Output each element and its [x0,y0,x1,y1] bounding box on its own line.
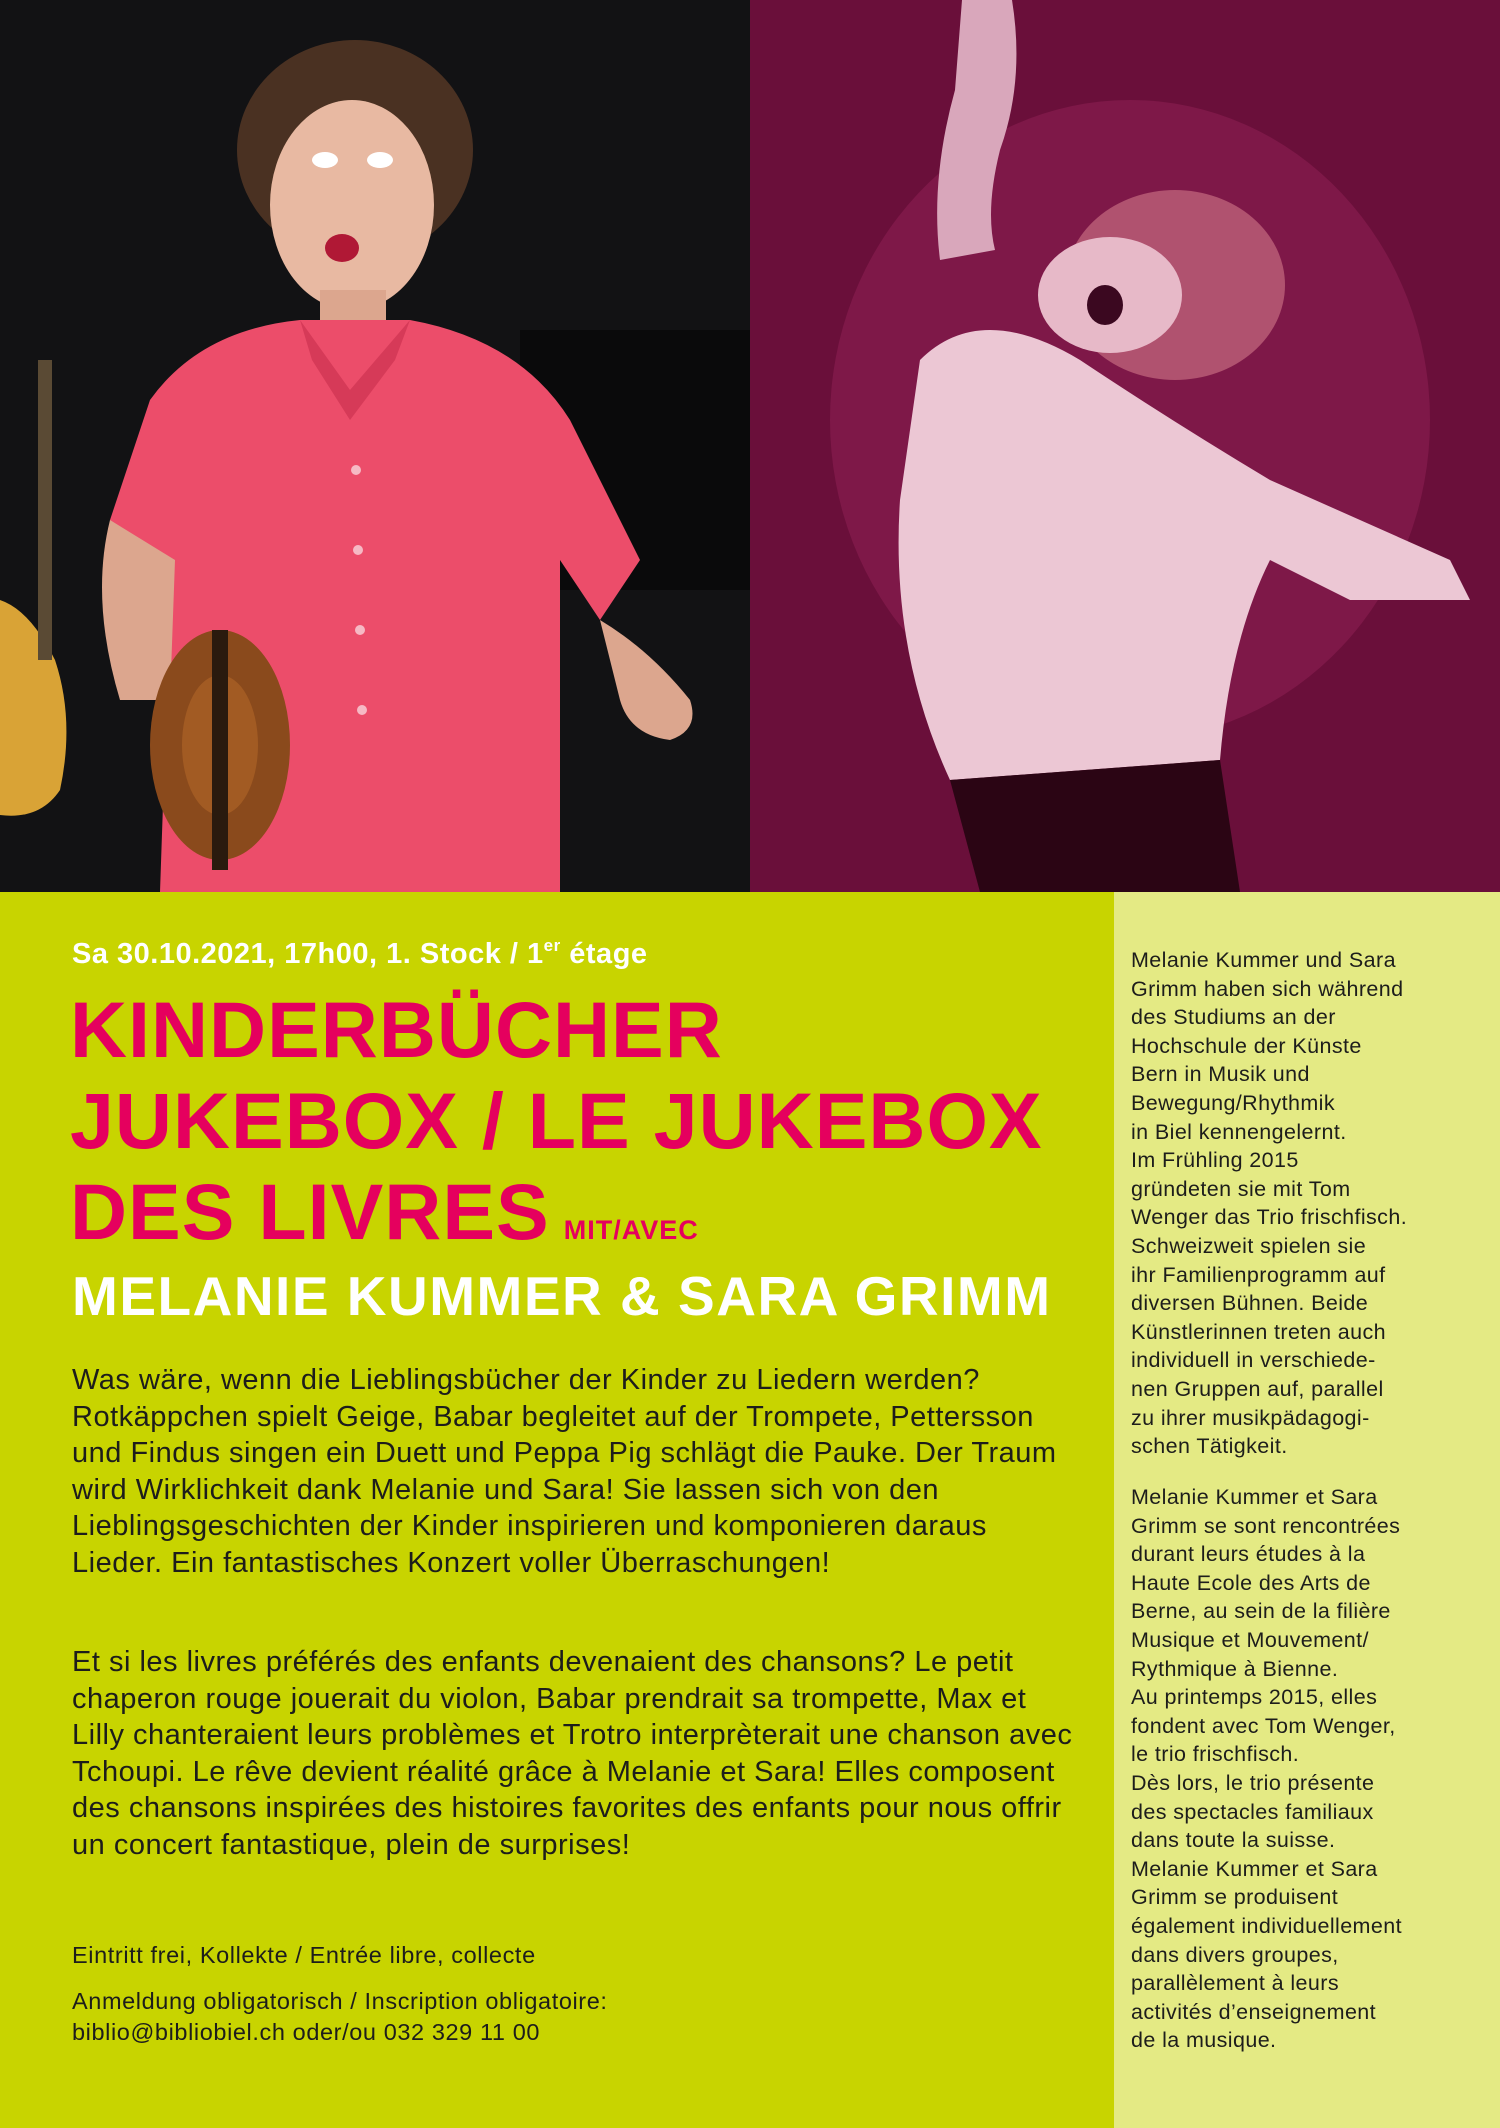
title-line-1: KINDERBÜCHER [70,985,723,1074]
bio-sidebar [1114,892,1500,2128]
violinist-illustration [0,0,750,892]
performers: MELANIE KUMMER & SARA GRIMM [72,1265,1052,1327]
description-german: Was wäre, wenn die Lieblingsbücher der Kinder zu Liedern werden? Rotkäppchen spielt Geige, Babar begleitet auf der Trompete, Pettersson und Findus singen ein Duett und Peppa Pig schlägt die Pauke. Der Traum wird Wirklichkeit dank Melanie und Sara! Sie lassen sich von den Lieblingsgeschichten der Kinder inspirieren und komponieren daraus Lieder. Ein fantastisches Konzert voller Überraschungen! [72,1364,1057,1579]
event-main-panel [0,892,1114,2128]
entry-info: Eintritt frei, Kollekte / Entrée libre, collecte [72,1942,536,1968]
photo-banner [0,0,1500,892]
registration-label: Anmeldung obligatorisch / Inscription obligatoire: [72,1988,608,2014]
event-date [72,936,648,971]
event-date-text: Sa 30.10.2021, 17h00, 1. Stock / 1 [72,938,544,970]
registration-info [72,1986,608,2048]
bio-french: Melanie Kummer et Sara Grimm se sont rencontrées durant leurs études à la Haute Ecole des Arts de Berne, au sein de la filière Musique et Mouvement/ Rythmique à Bienne. Au printemps 2015, elles fondent avec Tom Wenger, le trio frischfisch. Dès lors, le trio présente des spectacles familiaux dans toute la suisse. Melanie Kummer et Sara Grimm se produisent également individuellement dans divers groupes, parallèlement à leurs activités d’enseignement de la musique. [1131,1485,1402,2053]
photo-sara-grimm [750,0,1500,892]
registration-contact: biblio@bibliobiel.ch oder/ou 032 329 11 00 [72,2019,541,2045]
event-title [70,984,1110,1276]
bio-german: Melanie Kummer und Sara Grimm haben sich während des Studiums an der Hochschule der Künste Bern in Musik und Bewegung/Rhythmik in Biel kennengelernt. Im Frühling 2015 gründeten sie mit Tom Wenger das Trio frischfisch. Schweizweit spielen sie ihr Familienprogramm auf diversen Bühnen. Beide Künstlerinnen treten auch individuell in verschiede- nen Gruppen auf, parallel zu ihrer musikpädagogi- schen Tätigkeit. [1131,948,1408,1459]
description-french: Et si les livres préférés des enfants devenaient des chansons? Le petit chaperon rouge jouerait du violon, Babar prendrait sa trompette, Max et Lilly chanteraient leurs problèmes et Trotro interprèterait une chanson avec Tchoupi. Le rêve devient réalité grâce à Melanie et Sara! Elles composent des chansons inspirées des histoires favorites des enfants pour nous offrir un concert fantastique, plein de surprises! [72,1646,1073,1861]
dancer-illustration [750,0,1500,892]
photo-melanie-kummer [0,0,750,892]
title-line-2: JUKEBOX / LE JUKEBOX [70,1076,1043,1165]
event-date-floor: étage [560,938,648,970]
title-line-3: DES LIVRES [70,1167,550,1256]
event-date-superscript: er [543,936,561,955]
with-label: MIT/AVEC [563,1215,699,1245]
